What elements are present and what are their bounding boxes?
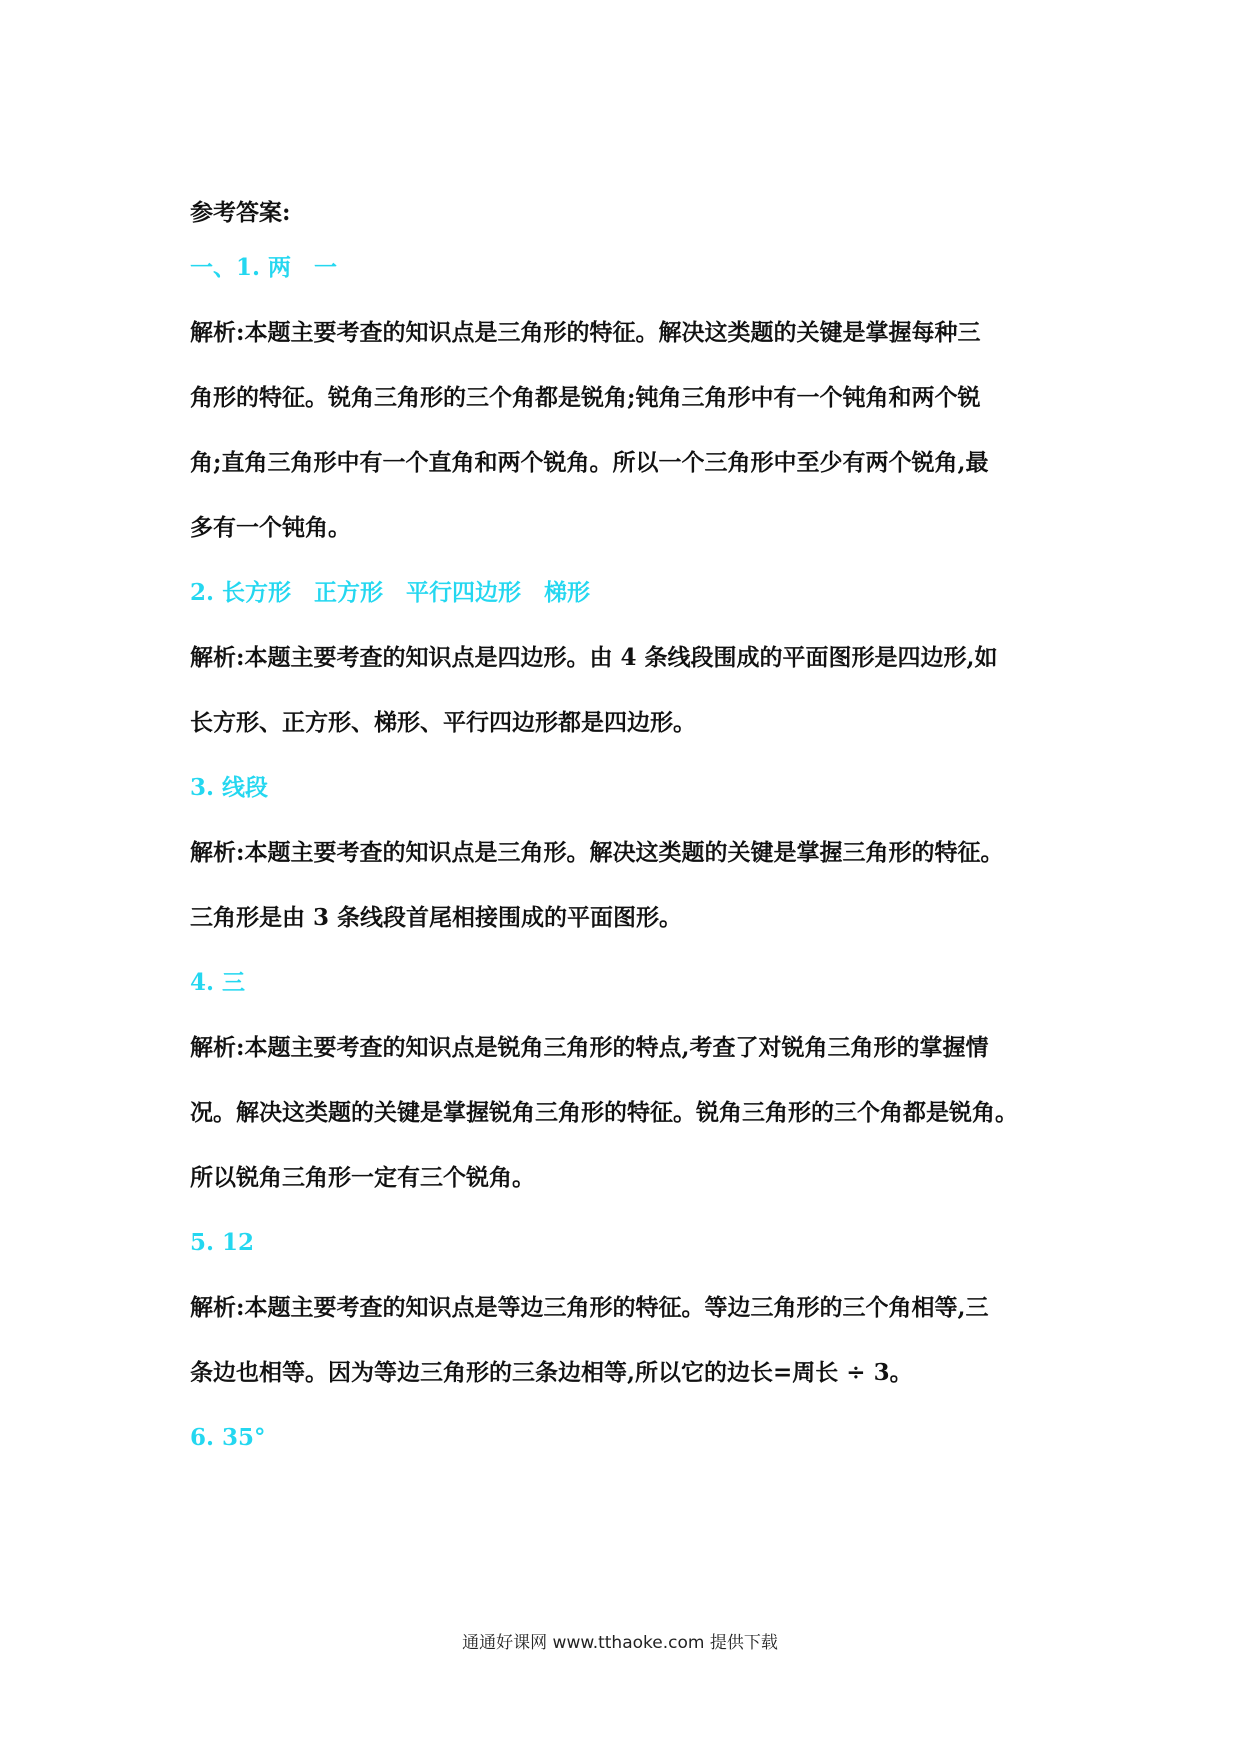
answer-section-4 (190, 950, 1070, 1210)
answer-line: 4. 三 (190, 969, 246, 996)
answer-section-3 (190, 755, 1070, 950)
explanation-line: 角形的特征。锐角三角形的三个角都是锐角;钝角三角形中有一个钝角和两个锐 (190, 384, 981, 411)
answer-section-6 (190, 1405, 1070, 1470)
answer-section-1 (190, 235, 1070, 560)
answer-section-2 (190, 560, 1070, 755)
answer-line: 一、1. 两 一 (190, 254, 338, 281)
answer-line: 5. 12 (190, 1229, 255, 1256)
explanation-line: 多有一个钝角。 (190, 514, 351, 541)
page-heading: 参考答案: (190, 199, 291, 226)
explanation-line: 解析:本题主要考查的知识点是四边形。由 4 条线段围成的平面图形是四边形,如 (190, 644, 998, 671)
explanation-line: 解析:本题主要考查的知识点是三角形。解决这类题的关键是掌握三角形的特征。 (190, 839, 1004, 866)
explanation-line: 条边也相等。因为等边三角形的三条边相等,所以它的边长=周长 ÷ 3。 (190, 1359, 913, 1386)
answer-key (190, 190, 1070, 1470)
explanation-line: 解析:本题主要考查的知识点是三角形的特征。解决这类题的关键是掌握每种三 (190, 319, 981, 346)
answer-section-5 (190, 1210, 1070, 1405)
explanation-line: 解析:本题主要考查的知识点是锐角三角形的特点,考查了对锐角三角形的掌握情 (190, 1034, 989, 1061)
page-footer: 通通好课网 www.tthaoke.com 提供下载 (462, 1633, 778, 1653)
explanation-line: 角;直角三角形中有一个直角和两个锐角。所以一个三角形中至少有两个锐角,最 (190, 449, 989, 476)
explanation-line: 所以锐角三角形一定有三个锐角。 (190, 1164, 535, 1191)
explanation-line: 况。解决这类题的关键是掌握锐角三角形的特征。锐角三角形的三个角都是锐角。 (190, 1099, 1018, 1126)
explanation-line: 长方形、正方形、梯形、平行四边形都是四边形。 (190, 709, 696, 736)
answer-line: 6. 35° (190, 1424, 266, 1451)
answer-line: 2. 长方形 正方形 平行四边形 梯形 (190, 579, 591, 606)
explanation-line: 解析:本题主要考查的知识点是等边三角形的特征。等边三角形的三个角相等,三 (190, 1294, 989, 1321)
answer-line: 3. 线段 (190, 774, 269, 801)
explanation-line: 三角形是由 3 条线段首尾相接围成的平面图形。 (190, 904, 683, 931)
